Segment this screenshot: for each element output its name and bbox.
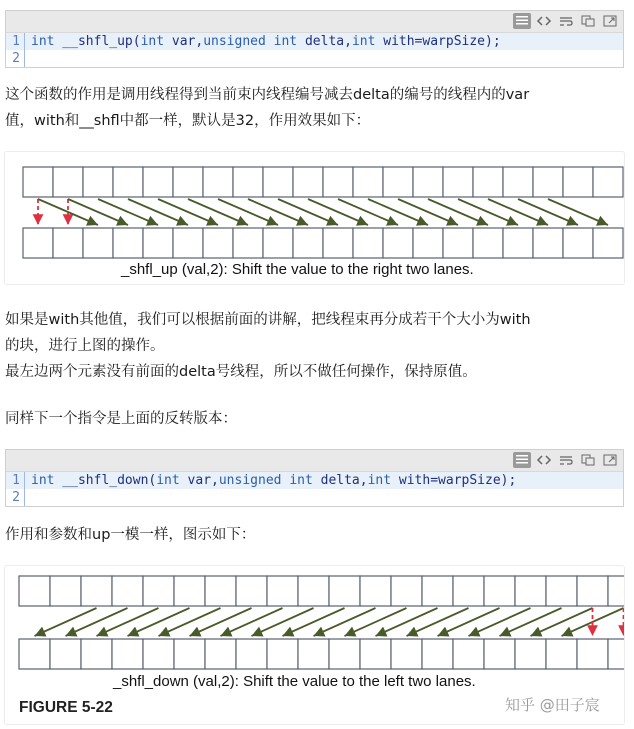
shift-arrow bbox=[469, 608, 531, 636]
shift-arrow bbox=[97, 608, 159, 636]
shift-arrow bbox=[338, 199, 398, 225]
top-lane-cell bbox=[533, 167, 563, 197]
bottom-lane-cell bbox=[546, 639, 577, 669]
shift-arrow bbox=[283, 608, 345, 636]
figure-caption: _shfl_down (val,2): Shift the value to the left two lanes. bbox=[113, 673, 476, 690]
bottom-lane-cell bbox=[360, 639, 391, 669]
paragraph-reverse-version bbox=[5, 406, 625, 432]
line-number: 1 bbox=[6, 33, 25, 50]
bottom-lane-cell bbox=[19, 639, 50, 669]
top-lane-cell bbox=[293, 167, 323, 197]
bottom-lane-cell bbox=[205, 639, 236, 669]
popout-icon[interactable] bbox=[601, 452, 619, 468]
shift-arrow bbox=[458, 199, 518, 225]
wrap-icon[interactable] bbox=[557, 13, 575, 29]
top-lane-cell bbox=[112, 576, 143, 606]
bottom-lane-cell bbox=[298, 639, 329, 669]
code-keyword: int bbox=[31, 473, 55, 488]
figure-label: FIGURE 5-22 bbox=[19, 699, 113, 716]
bottom-lane-cell bbox=[533, 228, 563, 258]
code-toolbar bbox=[6, 11, 623, 33]
bottom-lane-cell bbox=[608, 639, 624, 669]
code-text bbox=[25, 34, 501, 49]
shift-arrow bbox=[221, 608, 283, 636]
paragraph-shfl-down-description bbox=[5, 522, 625, 548]
top-lane-cell bbox=[19, 576, 50, 606]
figure-shfl-up bbox=[5, 152, 624, 284]
code-keyword: unsigned bbox=[203, 34, 266, 49]
top-lane-cell bbox=[23, 167, 53, 197]
shift-arrow bbox=[345, 608, 407, 636]
bottom-lane-cell bbox=[233, 228, 263, 258]
top-lane-cell bbox=[391, 576, 422, 606]
text-line: 值，with和__shfl中都一样，默认是32，作用效果如下： bbox=[5, 113, 371, 129]
text-line: 这个函数的作用是调用线程得到当前束内线程编号减去delta的编号的线程内的var bbox=[5, 87, 530, 103]
code-token: var, bbox=[164, 34, 204, 49]
top-lane-cell bbox=[263, 167, 293, 197]
bottom-lane-cell bbox=[473, 228, 503, 258]
code-token: delta, bbox=[312, 473, 368, 488]
bottom-lane-cell bbox=[263, 228, 293, 258]
bottom-lane-cell bbox=[53, 228, 83, 258]
line-number: 2 bbox=[6, 489, 25, 506]
bottom-lane-cell bbox=[391, 639, 422, 669]
top-lane-cell bbox=[174, 576, 205, 606]
bottom-lane-cell bbox=[422, 639, 453, 669]
bottom-lane-cell bbox=[383, 228, 413, 258]
bottom-lane-cell bbox=[329, 639, 360, 669]
code-block-shfl-down bbox=[5, 449, 624, 507]
shift-arrow bbox=[35, 608, 97, 636]
code-token: __shfl_down( bbox=[54, 473, 157, 488]
top-lane-cell bbox=[323, 167, 353, 197]
bottom-lane-cell bbox=[143, 639, 174, 669]
code-token: __shfl_up( bbox=[54, 34, 141, 49]
figure-caption: _shfl_up (val,2): Shift the value to the right two lanes. bbox=[121, 261, 474, 278]
bottom-lane-cell bbox=[143, 228, 173, 258]
code-line bbox=[6, 472, 623, 489]
code-block-shfl-up bbox=[5, 10, 624, 68]
paragraph-shfl-up-description bbox=[5, 82, 625, 134]
shift-arrow bbox=[278, 199, 338, 225]
top-lane-cell bbox=[413, 167, 443, 197]
shift-arrow bbox=[248, 199, 308, 225]
list-icon[interactable] bbox=[513, 452, 531, 468]
top-lane-cell bbox=[298, 576, 329, 606]
top-lane-cell bbox=[608, 576, 624, 606]
watermark: 知乎 @田子宸 bbox=[505, 696, 600, 714]
shift-arrow bbox=[376, 608, 438, 636]
code-line bbox=[6, 489, 623, 506]
shift-arrow bbox=[531, 608, 593, 636]
bottom-lane-cell bbox=[113, 228, 143, 258]
figure-shfl-down bbox=[5, 566, 624, 724]
wrap-icon[interactable] bbox=[557, 452, 575, 468]
bottom-lane-cell bbox=[23, 228, 53, 258]
top-lane-cell bbox=[203, 167, 233, 197]
bottom-lane-cell bbox=[484, 639, 515, 669]
top-lane-cell bbox=[593, 167, 623, 197]
shift-arrow bbox=[188, 199, 248, 225]
shift-arrow bbox=[438, 608, 500, 636]
bottom-lane-cell bbox=[173, 228, 203, 258]
copy-icon[interactable] bbox=[579, 452, 597, 468]
shift-arrow bbox=[407, 608, 469, 636]
shift-arrow bbox=[158, 199, 218, 225]
code-keyword: int bbox=[156, 473, 180, 488]
top-lane-cell bbox=[443, 167, 473, 197]
code-token bbox=[266, 34, 274, 49]
code-keyword: int bbox=[31, 34, 55, 49]
shift-arrow bbox=[488, 199, 548, 225]
text-line: 作用和参数和up一模一样，图示如下： bbox=[5, 527, 256, 543]
top-lane-cell bbox=[546, 576, 577, 606]
top-lane-cell bbox=[353, 167, 383, 197]
popout-icon[interactable] bbox=[601, 13, 619, 29]
top-lane-cell bbox=[473, 167, 503, 197]
paragraph-width-explanation bbox=[5, 307, 625, 385]
shift-arrow bbox=[190, 608, 252, 636]
bottom-lane-cell bbox=[593, 228, 623, 258]
top-lane-cell bbox=[113, 167, 143, 197]
line-number: 2 bbox=[6, 50, 25, 67]
top-lane-cell bbox=[143, 576, 174, 606]
text-line: 如果是with其他值，我们可以根据前面的讲解，把线程束再分成若干个大小为with bbox=[5, 312, 531, 328]
bottom-lane-cell bbox=[453, 639, 484, 669]
top-lane-cell bbox=[233, 167, 263, 197]
code-icon[interactable] bbox=[535, 13, 553, 29]
top-lane-cell bbox=[236, 576, 267, 606]
code-keyword: int bbox=[140, 34, 165, 49]
code-token: with=warpSize); bbox=[375, 34, 501, 49]
top-lane-cell bbox=[329, 576, 360, 606]
bottom-lane-cell bbox=[83, 228, 113, 258]
shift-arrow bbox=[368, 199, 428, 225]
top-lane-cell bbox=[173, 167, 203, 197]
text-line: 的块，进行上图的操作。 bbox=[5, 338, 165, 354]
shift-arrow bbox=[252, 608, 314, 636]
top-lane-cell bbox=[50, 576, 81, 606]
top-lane-cell bbox=[515, 576, 546, 606]
shift-arrow bbox=[500, 608, 562, 636]
top-lane-cell bbox=[503, 167, 533, 197]
copy-icon[interactable] bbox=[579, 13, 597, 29]
shift-arrow bbox=[548, 199, 608, 225]
top-lane-cell bbox=[453, 576, 484, 606]
shift-arrow bbox=[518, 199, 578, 225]
top-lane-cell bbox=[53, 167, 83, 197]
shift-arrow bbox=[66, 608, 128, 636]
top-lane-cell bbox=[360, 576, 391, 606]
top-lane-cell bbox=[81, 576, 112, 606]
text-line: 同样下一个指令是上面的反转版本： bbox=[5, 411, 237, 427]
top-lane-cell bbox=[383, 167, 413, 197]
bottom-lane-cell bbox=[563, 228, 593, 258]
line-number: 1 bbox=[6, 472, 25, 489]
top-lane-cell bbox=[205, 576, 236, 606]
bottom-lane-cell bbox=[174, 639, 205, 669]
code-keyword: int bbox=[351, 34, 376, 49]
code-line bbox=[6, 33, 623, 50]
top-lane-cell bbox=[83, 167, 113, 197]
top-lane-cell bbox=[484, 576, 515, 606]
bottom-lane-cell bbox=[81, 639, 112, 669]
code-token: delta, bbox=[297, 34, 352, 49]
bottom-lane-cell bbox=[577, 639, 608, 669]
bottom-lane-cell bbox=[112, 639, 143, 669]
shift-arrow bbox=[128, 199, 188, 225]
shift-arrow bbox=[314, 608, 376, 636]
code-token: with=warpSize); bbox=[391, 473, 517, 488]
shift-arrow bbox=[398, 199, 458, 225]
bottom-lane-cell bbox=[353, 228, 383, 258]
bottom-lane-cell bbox=[515, 639, 546, 669]
code-keyword: int bbox=[289, 473, 313, 488]
bottom-lane-cell bbox=[203, 228, 233, 258]
text-line: 最左边两个元素没有前面的delta号线程，所以不做任何操作，保持原值。 bbox=[5, 364, 477, 380]
bottom-lane-cell bbox=[267, 639, 298, 669]
code-keyword: unsigned bbox=[218, 473, 282, 488]
bottom-lane-cell bbox=[413, 228, 443, 258]
shift-arrow bbox=[308, 199, 368, 225]
shift-arrow bbox=[98, 199, 158, 225]
top-lane-cell bbox=[267, 576, 298, 606]
code-token: var, bbox=[179, 473, 219, 488]
bottom-lane-cell bbox=[443, 228, 473, 258]
code-text bbox=[25, 473, 516, 488]
shift-arrow bbox=[128, 608, 190, 636]
bottom-lane-cell bbox=[323, 228, 353, 258]
bottom-lane-cell bbox=[236, 639, 267, 669]
code-toolbar bbox=[6, 450, 623, 472]
bottom-lane-cell bbox=[50, 639, 81, 669]
top-lane-cell bbox=[422, 576, 453, 606]
list-icon[interactable] bbox=[513, 13, 531, 29]
shift-arrow bbox=[159, 608, 221, 636]
bottom-lane-cell bbox=[503, 228, 533, 258]
shift-arrow bbox=[68, 199, 128, 225]
shift-arrow bbox=[218, 199, 278, 225]
top-lane-cell bbox=[563, 167, 593, 197]
top-lane-cell bbox=[143, 167, 173, 197]
top-lane-cell bbox=[577, 576, 608, 606]
code-line bbox=[6, 50, 623, 67]
code-icon[interactable] bbox=[535, 452, 553, 468]
code-keyword: int bbox=[367, 473, 392, 488]
code-keyword: int bbox=[273, 34, 298, 49]
shift-arrow bbox=[428, 199, 488, 225]
bottom-lane-cell bbox=[293, 228, 323, 258]
